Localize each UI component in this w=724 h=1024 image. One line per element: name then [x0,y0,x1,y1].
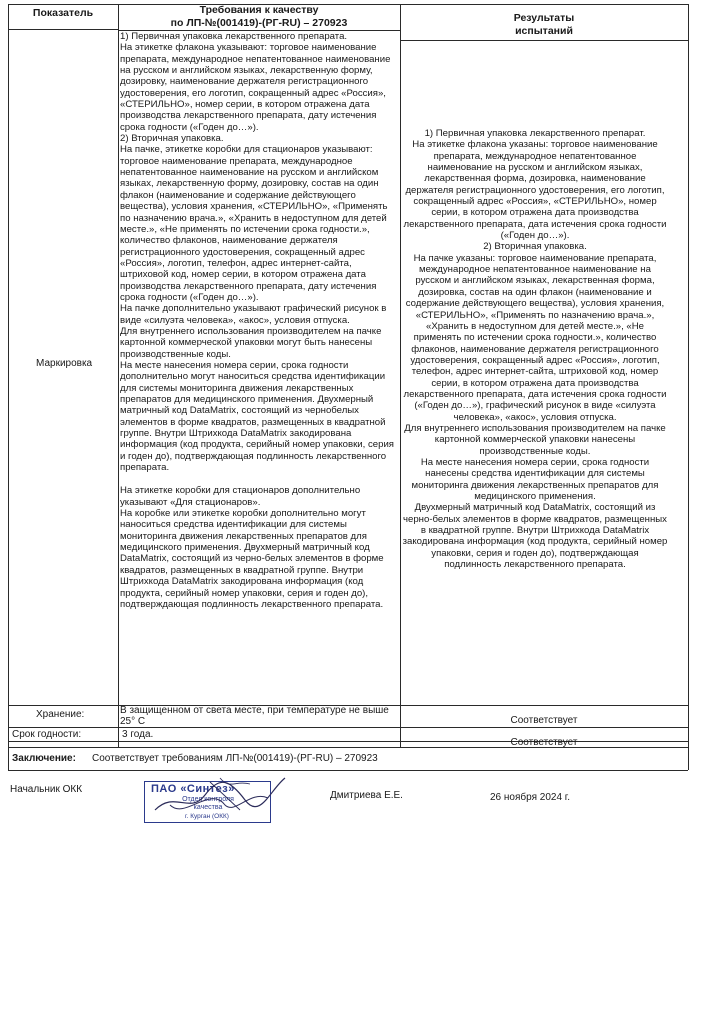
header-requirements [118,4,400,30]
header-indicator: Показатель [32,7,94,19]
req-paragraph: На этикетке коробки для стационаров дополнительно указывают «Для стационаров». [120,485,361,508]
signoff-date: 26 ноября 2024 г. [490,792,570,803]
storage-result: Соответствует [510,715,578,726]
header-requirements-line2: по ЛП-№(001419)-(РГ-RU) – 270923 [170,17,348,29]
req-paragraph: На пачке дополнительно указывают графический рисунок в виде «силуэта человека», «акос», условия отпуска. [120,303,387,326]
signature-mark [150,770,290,830]
header-results-line1: Результаты [513,12,575,24]
shelf-life-requirement: 3 года. [122,729,154,740]
signoff-position: Начальник ОКК [10,784,83,795]
marking-requirements [120,31,398,610]
storage-label: Хранение: [36,709,85,720]
row-border-conclusion-bottom [8,770,688,771]
res-paragraph: Для внутреннего использования производителем на пачке картонной коммерческой упаковки нанесены производственные коды. [404,422,666,457]
stamp-subtitle: Отдел контроля качества [182,796,234,811]
res-paragraph: 1) Первичная упаковка лекарственного препарат. [424,128,646,139]
stamp-city: г. Курган (ОКК) [185,813,229,820]
row-border-storage [8,727,688,728]
req-paragraph: 2) Вторичная упаковка. [120,133,224,145]
stamp-title: ПАО «Синтез» [151,783,235,795]
res-paragraph: Двухмерный матричный код DataMatrix, состоящий из черно-белых элементов в форме квадратов, размещенных в квадратной группе. Внутри Штрихкода DataMatrix закодирована информация (код продукта, серийный номер упаковки, серия и годен до), подтверждающая подлинность лекарственного препарата. [402,502,668,571]
conclusion-label: Заключение: [12,753,76,764]
res-paragraph: 2) Вторичная упаковка. [483,241,587,253]
header-bottom-border [8,29,118,30]
res-paragraph: На этикетке флакона указаны: торговое наименование препарата, международное непатентованное наименование на русском и английском языках, лекарственная форма, дозировка, наименование держателя регистрационного удостоверения, его логотип, сокращенный адрес «Россия», «СТЕРИЛЬНО», номер серии, в котором отражена дата производства лекарственного препарата, дата истечения срока годности («Годен до…»). [403,139,667,242]
req-paragraph: На месте нанесения номера серии, срока годности дополнительно могут наноситься средства идентификации для системы мониторинга движения лекарственных препаратов для медицинского применения. Двухмерный матричный код DataMatrix, состоящий из чернобелых элементов в форме квадратов, размещенных в квадратной группе. Внутри Штрихкода DataMatrix закодирована информация (код продукта, серийный номер упаковки, серия и годен до), подтверждающая подлинность лекарственного препарата. [120,359,395,474]
table-left-border [8,4,9,770]
shelf-life-result: Соответствует [510,737,578,748]
marking-label: Маркировка [36,358,93,369]
shelf-life-label: Срок годности: [12,729,82,740]
res-paragraph: На пачке указаны: торговое наименование препарата, международное непатентованное наименование на русском и английском языках, лекарственная форма, дозировка, состав на один флакон (наименование и содержание действующего вещества), условия хранения, «СТЕРИЛЬНО», «Применять по назначению врача.», «Хранить в недоступном для детей месте.», «Не применять по истечении срока годности.», количество флаконов, наименование держателя регистрационного удостоверения, сокращенный адрес «Россия», логотип, телефон, адрес интернет-сайта, штриховой код, номер серии, в котором отражена дата производства лекарственного препарата, дата истечения срока годности («Годен до…»), графический рисунок в виде «силуэта человека», «акос», условия отпуска. [403,252,667,423]
header-results [400,12,688,38]
req-paragraph: На этикетке флакона указывают: торговое наименование препарата, международное непатентованное наименование на русском и английском языках, лекарственную форму, дозировку, наименование держателя регистрационного удостоверения, его логотип, сокращенный адрес «Россия», «СТЕРИЛЬНО», номер серии, в котором отражена дата производства лекарственного препарата, дату истечения срока годности («Годен до…»). [120,42,391,133]
header-results-line2: испытаний [515,25,573,37]
col-divider-1 [118,4,119,747]
req-paragraph: На пачке, этикетке коробки для стационаров указывают: торговое наименование препарата, международное непатентованное наименование на русском и английском языках, лекарственную форму, дозировку, состав на один флакон (наименование и содержание действующего вещества), условия хранения, «СТЕРИЛЬНО», «Применять по назначению врача.», «Хранить в недоступном для детей месте.», «Не применять по истечении срока годности.», количество флаконов, наименование держателя регистрационного удостоверения, сокращенный адрес «Россия», логотип, телефон, адрес интернет-сайта, штриховой код, номер серии, в котором отражена дата производства лекарственного препарата, дату истечения срока годности («Годен до…»). [120,144,388,303]
conclusion-text: Соответствует требованиям ЛП-№(001419)-(РГ-RU) – 270923 [92,753,378,764]
table-right-border [688,4,689,770]
req-paragraph: Для внутреннего использования производителем на пачке картонной коммерческой упаковки могут быть нанесены производственные коды. [120,325,382,360]
header-bottom-border-right [400,40,688,41]
col-divider-2 [400,4,401,747]
signoff-name: Дмитриева Е.Е. [330,790,403,801]
marking-results [402,128,668,570]
storage-requirement: В защищенном от света месте, при температуре не выше 25° С [120,705,389,727]
res-paragraph: На месте нанесения номера серии, срока годности нанесены средства идентификации для системы мониторинга движения лекарственных препаратов для медицинского применения. [411,456,659,502]
req-paragraph: На коробке или этикетке коробки дополнительно могут наноситься средства идентификации для системы мониторинга движения лекарственных препаратов для медицинского применения. Двухмерный матричный код DataMatrix, состоящий из черно-белых элементов в форме квадратов, размещенных в квадратной группе. Внутри Штрихкода DataMatrix закодирована информация (код продукта, серийный номер упаковки, серия и годен до), подтверждающая подлинность лекарственного препарата. [120,508,384,610]
header-requirements-line1: Требования к качеству [199,4,319,16]
req-paragraph: 1) Первичная упаковка лекарственного препарата. [120,31,348,42]
